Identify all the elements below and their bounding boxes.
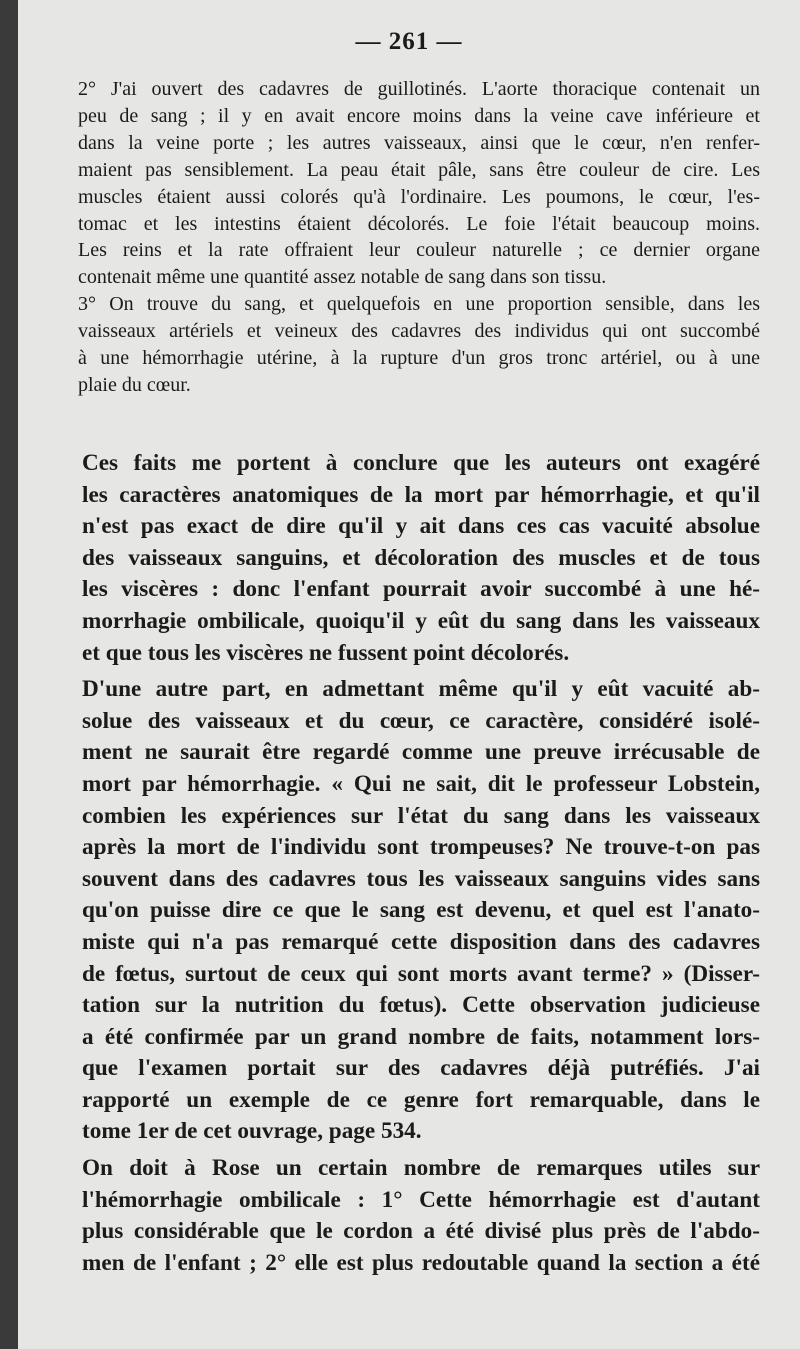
text-line: que l'examen portait sur des cadavres déjà putréfiés. J'ai <box>82 1055 760 1082</box>
text-line: plaie du cœur. <box>78 373 191 396</box>
page-number: — 261 — <box>355 28 463 55</box>
text-line: vaisseaux artériels et veineux des cadavres des individus qui ont succombé <box>78 320 760 343</box>
paragraph-lobstein <box>54 674 760 1148</box>
text-line: Ces faits me portent à conclure que les auteurs ont exagéré <box>82 450 760 476</box>
text-line: mort par hémorrhagie. « Qui ne sait, dit le professeur Lobstein, <box>82 770 760 797</box>
text-line: n'est pas exact de dire qu'il y ait dans ces cas vacuité absolue <box>82 513 760 540</box>
paragraph-conclusion <box>54 448 760 669</box>
text-line: de fœtus, surtout de ceux qui sont morts avant terme? » (Disser- <box>82 960 760 987</box>
text-line: souvent dans des cadavres tous les vaisseaux sanguins vides sans <box>82 865 760 892</box>
text-line: men de l'enfant ; 2° elle est plus redoutable quand la section a été <box>82 1249 760 1276</box>
text-line: 2° J'ai ouvert des cadavres de guillotinés. L'aorte thoracique contenait un <box>78 78 760 100</box>
text-line: a été confirmée par un grand nombre de faits, notamment lors- <box>82 1023 760 1050</box>
text-line: et que tous les viscères ne fussent point décolorés. <box>82 639 570 666</box>
text-line: tation sur la nutrition du fœtus). Cette observation judicieuse <box>82 992 760 1019</box>
book-page <box>18 0 800 1349</box>
paragraph-observation-3 <box>54 291 760 399</box>
paragraph-observation-2 <box>54 76 760 291</box>
text-line: les caractères anatomiques de la mort par hémorrhagie, et qu'il <box>82 481 760 508</box>
text-line: l'hémorrhagie ombilicale : 1° Cette hémorrhagie est d'autant <box>82 1186 760 1213</box>
text-line: les viscères : donc l'enfant pourrait avoir succombé à une hé- <box>82 576 760 603</box>
text-line: On doit à Rose un certain nombre de remarques utiles sur <box>82 1155 760 1182</box>
text-line: muscles étaient aussi colorés qu'à l'ordinaire. Les poumons, le cœur, l'es- <box>78 185 760 208</box>
text-line: tomac et les intestins étaient décolorés. Le foie l'était beaucoup moins. <box>78 212 760 235</box>
text-line: qu'on puisse dire ce que le sang est devenu, et quel est l'anato- <box>82 897 760 924</box>
text-line: plus considérable que le cordon a été divisé plus près de l'abdo- <box>82 1218 760 1245</box>
text-line: miste qui n'a pas remarqué cette disposition dans des cadavres <box>82 928 760 955</box>
text-line: dans la veine porte ; les autres vaisseaux, ainsi que le cœur, n'en renfer- <box>78 131 760 154</box>
text-line: Les reins et la rate offraient leur couleur naturelle ; ce dernier organe <box>78 239 760 262</box>
text-line: peu de sang ; il y en avait encore moins dans la veine cave inférieure et <box>78 104 760 127</box>
text-line: maient pas sensiblement. La peau était pâle, sans être couleur de cire. Les <box>78 158 760 181</box>
text-line: ment ne saurait être regardé comme une preuve irrécusable de <box>82 739 760 766</box>
text-line: à une hémorrhagie utérine, à la rupture d'un gros tronc artériel, ou à une <box>78 347 760 370</box>
text-line: solue des vaisseaux et du cœur, ce caractère, considéré isolé- <box>82 707 760 734</box>
text-line: contenait même une quantité assez notable de sang dans son tissu. <box>78 266 607 289</box>
small-text-block <box>54 76 760 399</box>
text-line: des vaisseaux sanguins, et décoloration des muscles et de tous <box>82 544 760 571</box>
text-line: rapporté un exemple de ce genre fort remarquable, dans le <box>82 1086 760 1113</box>
text-line: morrhagie ombilicale, quoiqu'il y eût du sang dans les vaisseaux <box>82 607 760 634</box>
main-text-block <box>54 448 760 1279</box>
paragraph-rose <box>54 1153 760 1279</box>
text-line: 3° On trouve du sang, et quelquefois en une proportion sensible, dans les <box>78 293 760 316</box>
text-line: D'une autre part, en admettant même qu'il y eût vacuité ab- <box>82 676 760 703</box>
text-line: combien les expériences sur l'état du sang dans les vaisseaux <box>82 802 760 829</box>
text-line: tome 1er de cet ouvrage, page 534. <box>82 1118 422 1145</box>
text-line: après la mort de l'individu sont trompeuses? Ne trouve-t-on pas <box>82 834 760 861</box>
